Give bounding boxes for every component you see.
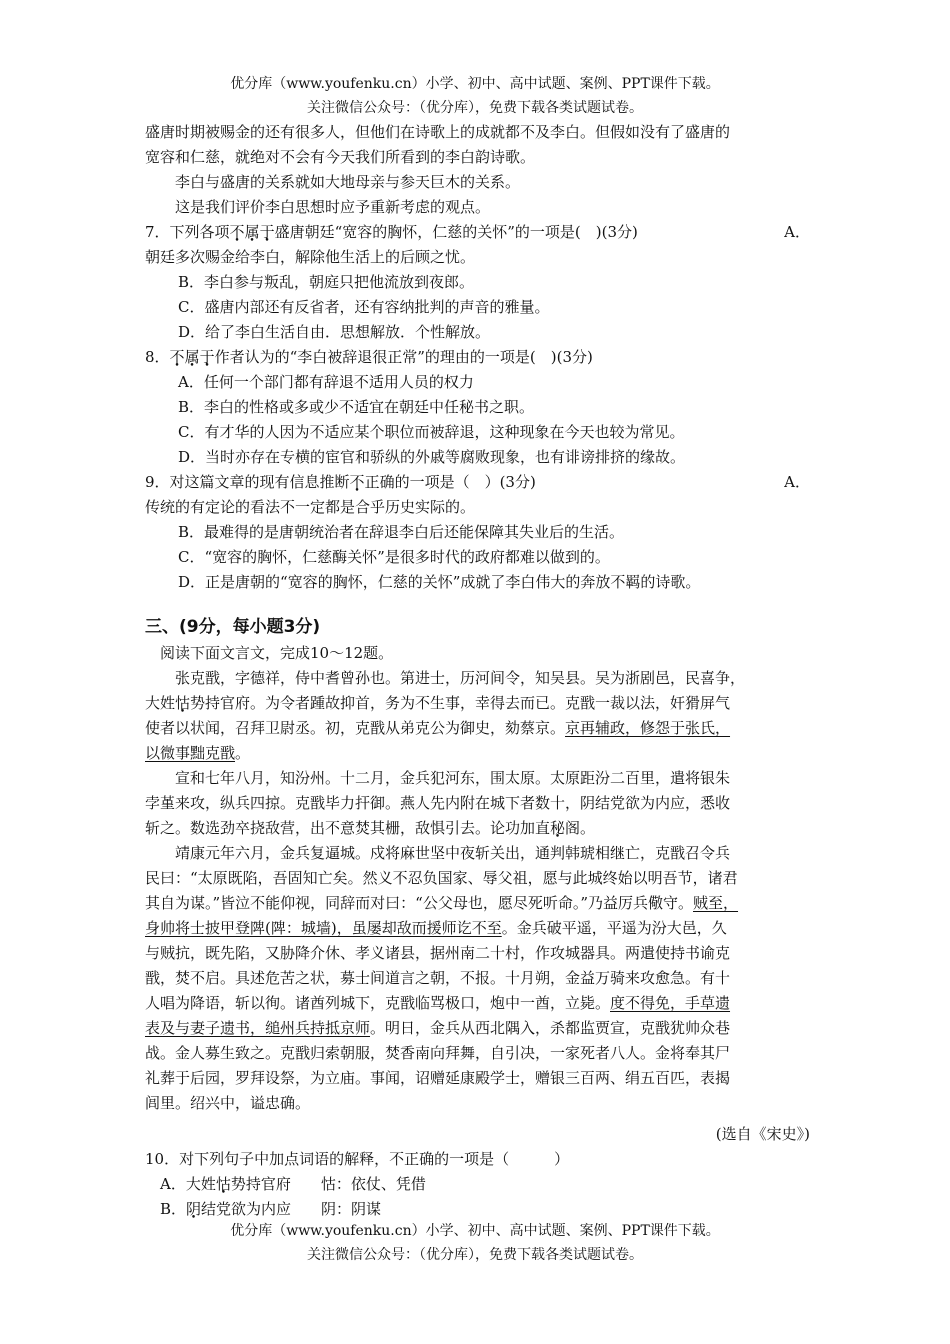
q7-option-a-label: A．: [784, 223, 810, 241]
classical-text-line: 其自为谋。”皆泣不能仰视，同辞而对曰：“公父母也，愿尽死听命。”乃益厉兵儆守。贼至，: [145, 894, 739, 912]
q8-option-b: B．李白的性格或多或少不适宜在朝廷中任秘书之职。: [178, 398, 535, 416]
q7-option-d: D．给了李白生活自由．思想解放．个性解放。: [178, 323, 491, 341]
classical-text-line: 民曰：“太原既陷，吾固知亡矣。然义不忍负国家、辱父祖，愿与此城终始以明吾节，诸君: [145, 869, 738, 887]
text-source: (选自《宋史》): [715, 1125, 810, 1143]
section-3-title: 三、(9分，每小题3分): [145, 617, 321, 637]
footer-site-line: 优分库（www.youfenku.cn）小学、初中、高中试题、案例、PPT课件下载。: [230, 1223, 720, 1239]
classical-text-line: 人唱为降语，斩以徇。诸酋列城下，克戬临骂极口，炮中一酋，立毙。度不得免，手草遗: [145, 994, 731, 1012]
classical-text-line: 张克戬，字德祥，侍中耆曾孙也。第进士，历河间令，知吴县。吴为浙剧邑，民喜争，: [175, 669, 746, 687]
q9-option-b: B．最难得的是唐朝统治者在辞退李白后还能保障其失业后的生活。: [178, 523, 625, 541]
q8-option-c: C．有才华的人因为不适应某个职位而被辞退，这种现象在今天也较为常见。: [178, 423, 685, 441]
q9-option-a-label: A．: [784, 473, 810, 491]
classical-text-line: 斩之。数选劲卒挠敌营，出不意焚其栅，敌惧引去。论功加直秘阁。: [145, 819, 596, 837]
classical-text-line: 礼葬于后园，罗拜设祭，为立庙。事闻，诏赠延康殿学士，赠银三百两、绢五百匹，表揭: [145, 1069, 731, 1087]
question-8-stem: 8．不属于作者认为的“李白被辞退很正常”的理由的一项是( )(3分): [145, 348, 593, 366]
q9-option-c: C．“宽容的胸怀，仁慈酶关怀”是很多时代的政府都难以做到的。: [178, 548, 610, 566]
classical-text-line: 以微事黜克戬。: [145, 744, 251, 762]
q8-option-a: A．任何一个部门都有辞退不适用人员的权力: [178, 373, 474, 391]
underlined-sentence: 贼至，: [693, 894, 739, 912]
classical-text-line: 与贼抗，既先陷，又胁降介休、孝义诸县，据州南二十村，作攻城器具。两遣使持书谕克: [145, 944, 731, 962]
emphasis-char: 属: [244, 223, 260, 241]
question-7-stem: 7．下列各项不属于盛唐朝廷“宽容的胸怀，仁慈的关怀”的一项是( )(3分) A．: [145, 220, 810, 245]
emphasis-char: 阴: [186, 1200, 202, 1218]
passage-line: 盛唐时期被赐金的还有很多人，但他们在诗歌上的成就都不及李白。但假如没有了盛唐的: [145, 123, 731, 141]
q10-option-a: A．大姓怙势持官府 怙：依仗、凭借: [160, 1175, 426, 1193]
q9-option-a: 传统的有定论的看法不一定都是合乎历史实际的。: [145, 498, 476, 516]
underlined-sentence: 以微事黜克戬: [145, 744, 236, 762]
emphasis-char: 于: [259, 223, 275, 241]
classical-text-line: 身帅将士披甲登陴(陴：城墙)，虽屡却敌而援师讫不至。金兵破平遥，平遥为汾大邑，久: [145, 919, 727, 937]
q10-option-b: B．阴结党欲为内应 阴：阴谋: [160, 1200, 382, 1218]
classical-text-line: 表及与妻子遗书，缒州兵持抵京师。明日，金兵从西北隅入，杀都监贾宣，克戬犹帅众巷: [145, 1019, 731, 1037]
header-wechat-line: 关注微信公众号：（优分库），免费下载各类试题试卷。: [307, 100, 643, 116]
classical-text-line: 孛堇来攻，纵兵四掠。克戬毕力扞御。燕人先内附在城下者数十，阴结党欲为内应，悉收: [145, 794, 731, 812]
classical-text-line: 闾里。绍兴中，谥忠确。: [145, 1094, 311, 1112]
q8-option-d: D．当时亦存在专横的宦官和骄纵的外戚等腐败现象，也有诽谤排挤的缘故。: [178, 448, 686, 466]
underlined-sentence: 度不得免，手草遗: [610, 994, 731, 1012]
q9-option-d: D．正是唐朝的“宽容的胸怀，仁慈的关怀”成就了李白伟大的奔放不羁的诗歌。: [178, 573, 701, 591]
q7-option-c: C．盛唐内部还有反省者，还有容纳批判的声音的雅量。: [178, 298, 550, 316]
emphasis-char: 怙: [175, 694, 191, 712]
emphasis-char: 属: [184, 348, 200, 366]
passage-line: 李白与盛唐的关系就如大地母亲与参天巨木的关系。: [175, 173, 521, 191]
emphasis-char: 不: [349, 473, 365, 491]
emphasis-char: 不: [169, 348, 185, 366]
exam-content: [145, 120, 810, 1222]
classical-text-line: 使者以状闻，召拜卫尉丞。初，克戬从弟克公为御史，劾蔡京。京再辅政，修怨于张氏，: [145, 719, 731, 737]
emphasis-char: 怙: [215, 1175, 231, 1193]
header-site-line: 优分库（www.youfenku.cn）小学、初中、高中试题、案例、PPT课件下载。: [230, 76, 720, 92]
footer-wechat-line: 关注微信公众号：（优分库），免费下载各类试题试卷。: [307, 1247, 643, 1263]
underlined-sentence: 表及与妻子遗书，缒州兵持抵京师: [145, 1019, 371, 1037]
classical-text-line: 靖康元年六月，金兵复逼城。戍将麻世坚中夜斩关出，通判韩琥相继亡，克戬召令兵: [175, 844, 731, 862]
classical-text-line: 宣和七年八月，知汾州。十二月，金兵犯河东，围太原。太原距汾二百里，遣将银朱: [175, 769, 731, 787]
passage-line: 这是我们评价李白思想时应予重新考虑的观点。: [175, 198, 491, 216]
section-3-intro: 阅读下面文言文，完成10～12题。: [160, 644, 394, 662]
classical-text-line: 战。金人募生致之。克戬归索朝服，焚香南向拜舞，自引决，一家死者八人。金将奉其尸: [145, 1044, 731, 1062]
emphasis-char: 秘: [550, 819, 566, 837]
q7-option-a: 朝廷多次赐金给李白，解除他生活上的后顾之忧。: [145, 248, 476, 266]
underlined-sentence: 身帅将士披甲登陴(陴：城墙)，虽屡却敌而援师讫不至: [145, 919, 502, 937]
question-9-stem: 9．对这篇文章的现有信息推断不正确的一项是（ ）(3分) A．: [145, 470, 810, 495]
emphasis-char: 于: [199, 348, 215, 366]
emphasis-char: 不: [229, 223, 245, 241]
classical-text-line: 戬，焚不启。具述危苦之状，募士间道言之朝，不报。十月朔，金益万骑来攻愈急。有十: [145, 969, 731, 987]
underlined-sentence: 京再辅政，修怨于张氏，: [565, 719, 731, 737]
classical-text-line: 大姓怙势持官府。为令者踵故抑首，务为不生事，幸得去而已。克戬一裁以法，奸猾屏气: [145, 694, 731, 712]
q7-option-b: B．李白参与叛乱，朝庭只把他流放到夜郎。: [178, 273, 475, 291]
passage-line: 宽容和仁慈，就绝对不会有今天我们所看到的李白韵诗歌。: [145, 148, 536, 166]
question-10-stem: 10．对下列句子中加点词语的解释，不正确的一项是（ ）: [145, 1150, 570, 1168]
